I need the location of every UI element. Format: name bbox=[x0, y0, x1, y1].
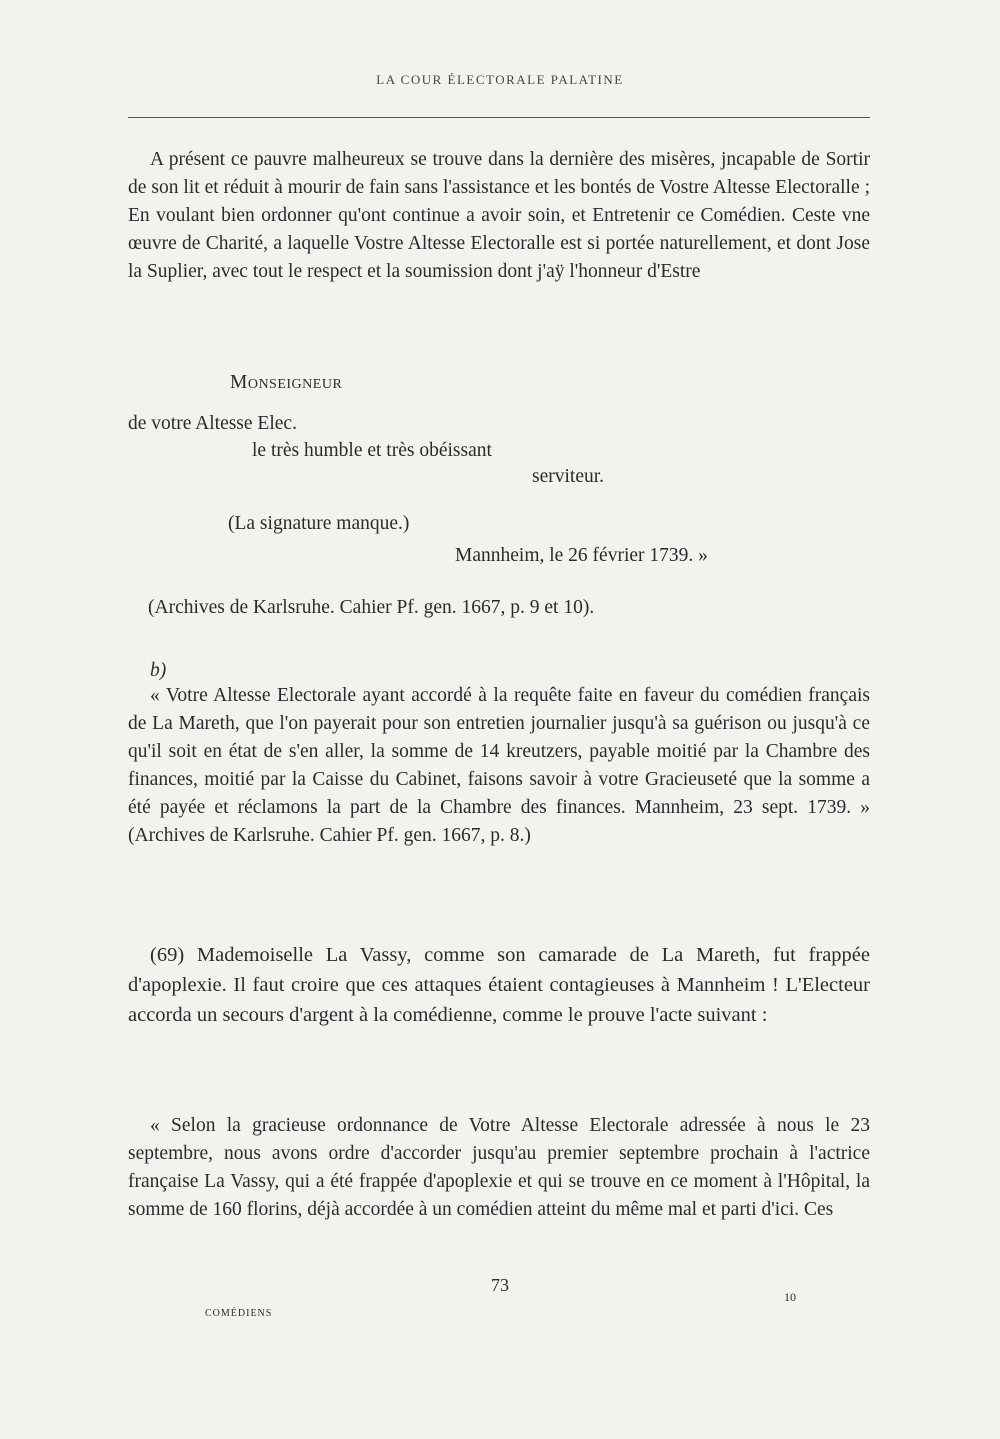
running-header: LA COUR ÉLECTORALE PALATINE bbox=[376, 72, 624, 87]
closing-line-1: de votre Altesse Elec. bbox=[128, 413, 297, 434]
section-marker-b: b) bbox=[150, 660, 167, 681]
closing-line-2: le très humble et très obéissant bbox=[252, 440, 492, 461]
signature-mark: COMÉDIENS bbox=[205, 1308, 273, 1319]
paragraph-note-69: (69) Mademoiselle La Vassy, comme son camarade de La Mareth, fut frappée d'apoplexie. Il faut croire que ces attaques étaient contagieuses à Mannheim ! L'Electeur accorda un secours d'argent à la comédienne, comme le prouve l'acte suivant : bbox=[128, 944, 870, 1026]
closing-line-3: serviteur. bbox=[532, 466, 605, 487]
paragraph-letter-body: A présent ce pauvre malheureux se trouve dans la dernière des misères, jncapable de Sortir de son lit et réduit à mourir de fain sans l'assistance et les bontés de Vostre Altesse Electoralle ; En voulant bien ordonner qu'ont continue a avoir soin, et Entretenir ce Comédien. Ceste vne œuvre de Charité, a laquelle Vostre Altesse Electoralle est si portée naturellement, et dont Jose la Suplier, avec tout le respect et la soumission dont j'aÿ l'honneur d'Estre bbox=[128, 149, 870, 282]
header-rule bbox=[128, 117, 870, 118]
signature-number: 10 bbox=[784, 1290, 796, 1304]
paragraph-ordonnance: « Selon la gracieuse ordonnance de Votre Altesse Electorale adressée à nous le 23 septembre, nous avons ordre d'accorder jusqu'au premier septembre prochain à l'actrice française La Vassy, qui a été frappée d'apoplexie et qui se trouve en ce moment à l'Hôpital, la somme de 160 florins, déjà accordée à un comédien atteint du même mal et parti d'ici. Ces bbox=[128, 1115, 870, 1220]
place-date: Mannheim, le 26 février 1739. » bbox=[455, 545, 708, 566]
salutation: Monseigneur bbox=[230, 372, 343, 393]
page-number: 73 bbox=[491, 1275, 509, 1295]
source-citation-1: (Archives de Karlsruhe. Cahier Pf. gen. 1667, p. 9 et 10). bbox=[148, 597, 595, 618]
paragraph-b-document: « Votre Altesse Electorale ayant accordé à la requête faite en faveur du comédien français de La Mareth, que l'on payerait pour son entretien journalier jusqu'à sa guérison ou jusqu'à ce qu'il soit en état de s'en aller, la somme de 14 kreutzers, payable moitié par la Chambre des finances, moitié par la Caisse du Cabinet, faisons savoir à votre Gracieuseté que la somme a été payée et réclamons la part de la Chambre des finances. Mannheim, 23 sept. 1739. » (Archives de Karlsruhe. Cahier Pf. gen. 1667, p. 8.) bbox=[128, 685, 870, 846]
signature-note: (La signature manque.) bbox=[228, 513, 410, 534]
